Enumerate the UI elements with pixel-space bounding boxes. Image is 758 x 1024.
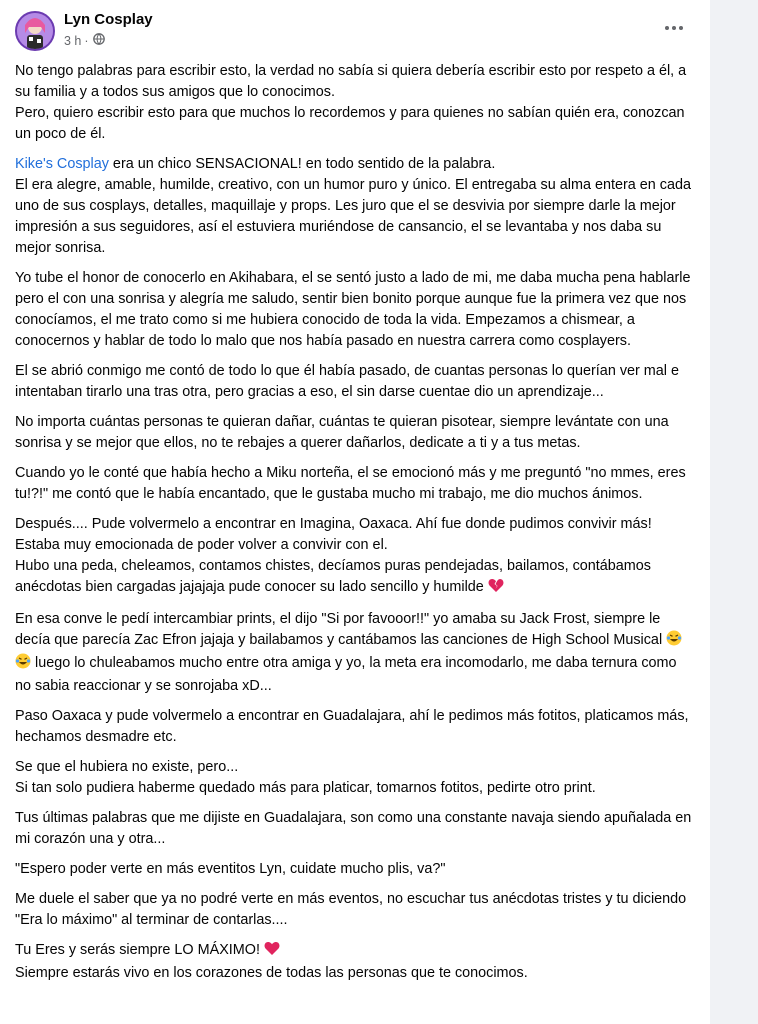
paragraph: Se que el hubiera no existe, pero... Si tan solo pudiera haberme quedado más para platicar, tomarnos fotitos, pedirte otro print. xyxy=(15,759,596,796)
paragraph-text: Siempre estarás vivo en los corazones de todas las personas que te conocimos. xyxy=(15,965,528,981)
mention-link[interactable]: Kike's Cosplay xyxy=(15,156,109,172)
paragraph: Cuando yo le conté que había hecho a Miku norteña, el se emocionó más y me preguntó "no mmes, eres tu!?!" me contó que le había encantado, que le gustaba mucho mi trabajo, me dio muchos ánimos. xyxy=(15,465,686,502)
laughing-tears-icon xyxy=(15,653,31,676)
paragraph xyxy=(15,154,695,259)
paragraph: "Espero poder verte en más eventitos Lyn, cuidate mucho plis, va?" xyxy=(15,861,446,877)
paragraph xyxy=(15,514,695,600)
post-body xyxy=(15,61,695,993)
paragraph: No importa cuántas personas te quieran dañar, cuántas te quieran pisotear, siempre levántate con una sonrisa y se mejor que ellos, no te rebajes a querer dañarlos, dedicate a ti y a tus metas. xyxy=(15,414,669,451)
globe-icon[interactable] xyxy=(93,33,105,48)
red-heart-icon xyxy=(264,941,280,963)
broken-heart-icon xyxy=(488,578,504,600)
laughing-tears-icon xyxy=(666,630,682,653)
paragraph: No tengo palabras para escribir esto, la verdad no sabía si quiera debería escribir esto por respeto a él, a su familia y a todos sus amigos que lo conocimos. Pero, quiero escribir esto para que muchos lo recordemos y para quienes no sabían quién era, conozcan un poco de él. xyxy=(15,63,687,142)
paragraph xyxy=(15,609,695,697)
paragraph: Paso Oaxaca y pude volvermelo a encontrar en Guadalajara, ahí le pedimos más fotitos, platicamos más, hechamos desmadre etc. xyxy=(15,708,689,745)
paragraph: Me duele el saber que ya no podré verte en más eventos, no escuchar tus anécdotas tristes y tu diciendo "Era lo máximo" al terminar de contarlas.... xyxy=(15,891,687,928)
post-meta xyxy=(64,33,105,48)
paragraph: El se abrió conmigo me contó de todo lo que él había pasado, de cuantas personas lo querían ver mal e intentaban tirarlo una tras otra, pero gracias a eso, el sin darse cuentae dio un aprendizaje... xyxy=(15,363,679,400)
post-time[interactable]: 3 h xyxy=(64,33,82,48)
paragraph: Tus últimas palabras que me dijiste en Guadalajara, son como una constante navaja siendo apuñalada en mi corazón una y otra... xyxy=(15,810,692,847)
paragraph-text: Tu Eres y serás siempre LO MÁXIMO! xyxy=(15,942,264,958)
author-name[interactable]: Lyn Cosplay xyxy=(64,11,153,28)
paragraph-text: Después.... Pude volvermelo a encontrar en Imagina, Oaxaca. Ahí fue donde pudimos convivir más! Estaba muy emocionada de poder volver a convivir con el. Hubo una peda, cheleamos, contamos chistes, decíamos puras pendejadas, bailamos, contábamos anécdotas bien cargadas jajajaja pude conocer su lado sencillo y humilde xyxy=(15,516,652,595)
paragraph: Yo tube el honor de conocerlo en Akihabara, el se sentó justo a lado de mi, me daba mucha pena hablarle pero el con una sonrisa y alegría me saludo, sentir bien bonito porque aunque fue la primera vez que nos conocíamos, el me trato como si me hubiera conocido de toda la vida. Empezamos a chismear, a conocernos y hablar de todo lo malo que nos había pasado en nuestra carrera como cosplayers. xyxy=(15,270,691,349)
meta-separator: · xyxy=(84,33,89,48)
paragraph-text: luego lo chuleabamos mucho entre otra amiga y yo, la meta era incomodarlo, me daba ternura como no sabia reaccionar y se sonrojaba xD... xyxy=(15,655,677,694)
paragraph-text: era un chico SENSACIONAL! en todo sentido de la palabra. El era alegre, amable, humilde, creativo, con un humor puro y único. El entregaba su alma entera en cada uno de sus cosplays, detalles, maquillaje y props. Les juro que el se desvivia por siempre darle la mejor impresión a sus seguidores, así el estuviera muriéndose de cansancio, el se levantaba y nos daba su mejor sonrisa. xyxy=(15,156,691,256)
more-options-icon[interactable] xyxy=(656,16,692,40)
profile-avatar[interactable] xyxy=(15,11,55,51)
paragraph xyxy=(15,940,695,984)
paragraph-text: En esa conve le pedí intercambiar prints, el dijo "Si por favooor!!" yo amaba su Jack Frost, siempre le decía que parecía Zac Efron jajaja y bailabamos y cantábamos las canciones de High School Musical xyxy=(15,611,667,648)
